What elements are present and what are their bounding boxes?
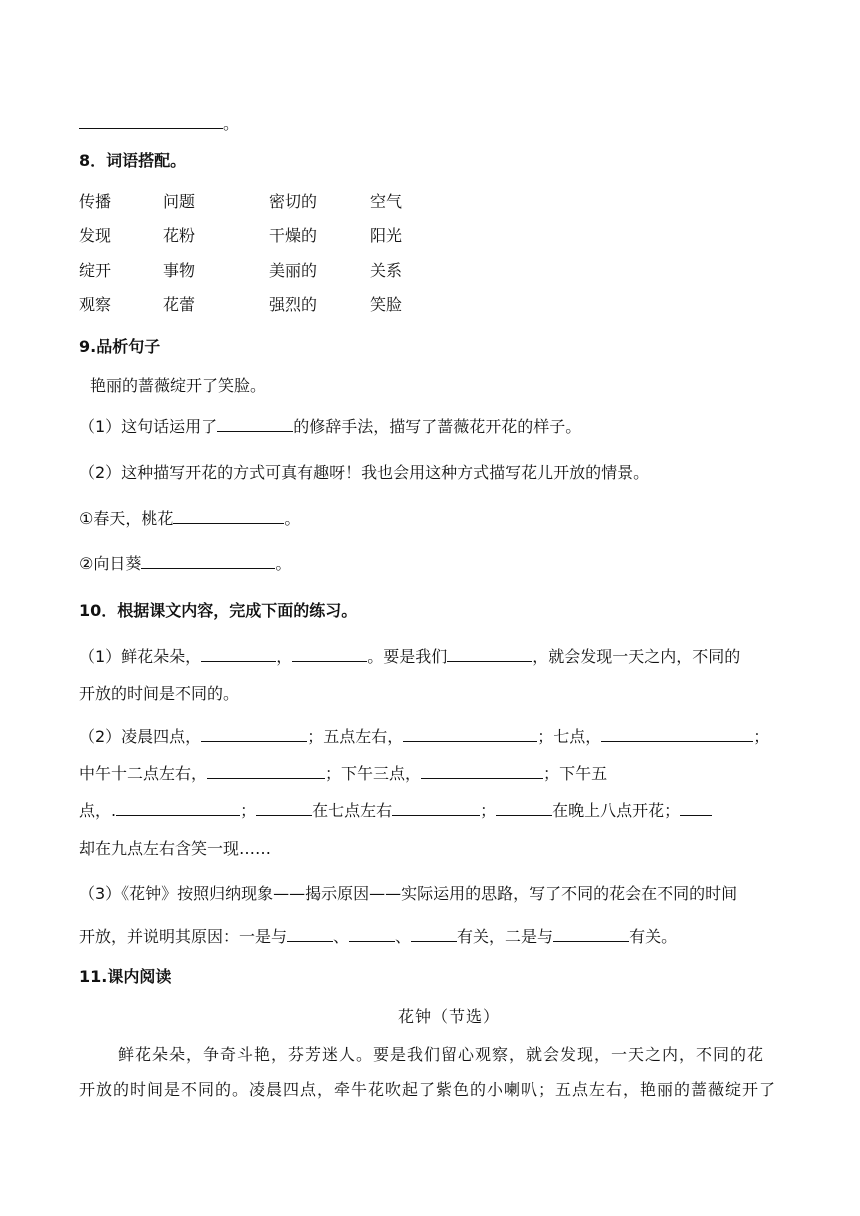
q10-part1-line1: （1）鲜花朵朵， ， 。要是我们 ，就会发现一天之内，不同的 <box>79 647 741 666</box>
q9-item2: ②向日葵 。 <box>79 554 292 573</box>
blank[interactable] <box>421 764 543 779</box>
q9-item1: ①春天，桃花 。 <box>79 509 301 528</box>
word: 关系 <box>370 261 403 280</box>
blank[interactable] <box>411 927 457 942</box>
blank[interactable] <box>392 801 480 816</box>
blank[interactable] <box>207 764 325 779</box>
q9-part1: （1）这句话运用了 的修辞手法，描写了蔷薇花开花的样子。 <box>79 417 582 436</box>
blank[interactable] <box>201 647 276 662</box>
q10-part3-line1: （3）《花钟》按照归纳现象——揭示原因——实际运用的思路，写了不同的花会在不同的时间 <box>79 884 738 903</box>
blank[interactable] <box>79 114 223 129</box>
word: 观察 <box>79 295 112 314</box>
q9-part2: （2）这种描写开花的方式可真有趣呀！我也会用这种方式描写花儿开放的情景。 <box>79 463 650 482</box>
blank[interactable] <box>116 801 240 816</box>
q10-part2-line3: 点，. ； 在七点左右 ； 在晚上八点开花； <box>79 801 712 821</box>
q10-part2-line1: （2）凌晨四点， ；五点左右， ；七点， ； <box>79 727 770 746</box>
blank[interactable] <box>173 509 284 524</box>
blank[interactable] <box>141 554 275 569</box>
word: 美丽的 <box>269 261 318 280</box>
blank[interactable] <box>496 801 552 816</box>
q10-part3-line2: 开放，并说明其原因：一是与 、 、 有关，二是与 有关。 <box>79 927 678 946</box>
word: 笑脸 <box>370 295 403 314</box>
blank[interactable] <box>256 801 312 816</box>
blank[interactable] <box>292 647 367 662</box>
word: 花粉 <box>163 226 196 245</box>
blank[interactable] <box>217 417 293 432</box>
q10-part2-line2: 中午十二点左右， ；下午三点， ；下午五 <box>79 764 608 783</box>
blank[interactable] <box>553 927 629 942</box>
word: 空气 <box>370 192 403 211</box>
passage-line: 开放的时间是不同的。凌晨四点，牵牛花吹起了紫色的小喇叭；五点左右，艳丽的蔷薇绽开了 <box>79 1080 777 1099</box>
q10-part1-line2: 开放的时间是不同的。 <box>79 684 240 703</box>
passage-line: 鲜花朵朵，争奇斗艳，芬芳迷人。要是我们留心观察，就会发现，一天之内，不同的花 <box>118 1045 765 1064</box>
q10-title: 10．根据课文内容，完成下面的练习。 <box>79 601 358 620</box>
q11-title: 11.课内阅读 <box>79 967 172 986</box>
answer-line-top: 。 <box>79 114 239 134</box>
word: 传播 <box>79 192 112 211</box>
word: 绽开 <box>79 261 112 280</box>
word: 阳光 <box>370 226 403 245</box>
word: 强烈的 <box>269 295 318 314</box>
passage-title: 花钟（节选） <box>398 1007 501 1026</box>
blank[interactable] <box>447 647 532 662</box>
blank[interactable] <box>287 927 333 942</box>
q10-part2-line4: 却在九点左右含笑一现…… <box>79 839 272 858</box>
q9-sentence: 艳丽的蔷薇绽开了笑脸。 <box>90 376 267 395</box>
blank[interactable] <box>601 727 753 742</box>
word: 发现 <box>79 226 112 245</box>
word: 花蕾 <box>163 295 196 314</box>
word: 干燥的 <box>269 226 318 245</box>
word: 事物 <box>163 261 196 280</box>
blank[interactable] <box>403 727 537 742</box>
q9-title: 9.品析句子 <box>79 337 161 356</box>
blank[interactable] <box>201 727 307 742</box>
blank[interactable] <box>680 801 712 816</box>
blank[interactable] <box>349 927 395 942</box>
q8-title: 8．词语搭配。 <box>79 151 187 170</box>
word: 问题 <box>163 192 196 211</box>
word: 密切的 <box>269 192 318 211</box>
